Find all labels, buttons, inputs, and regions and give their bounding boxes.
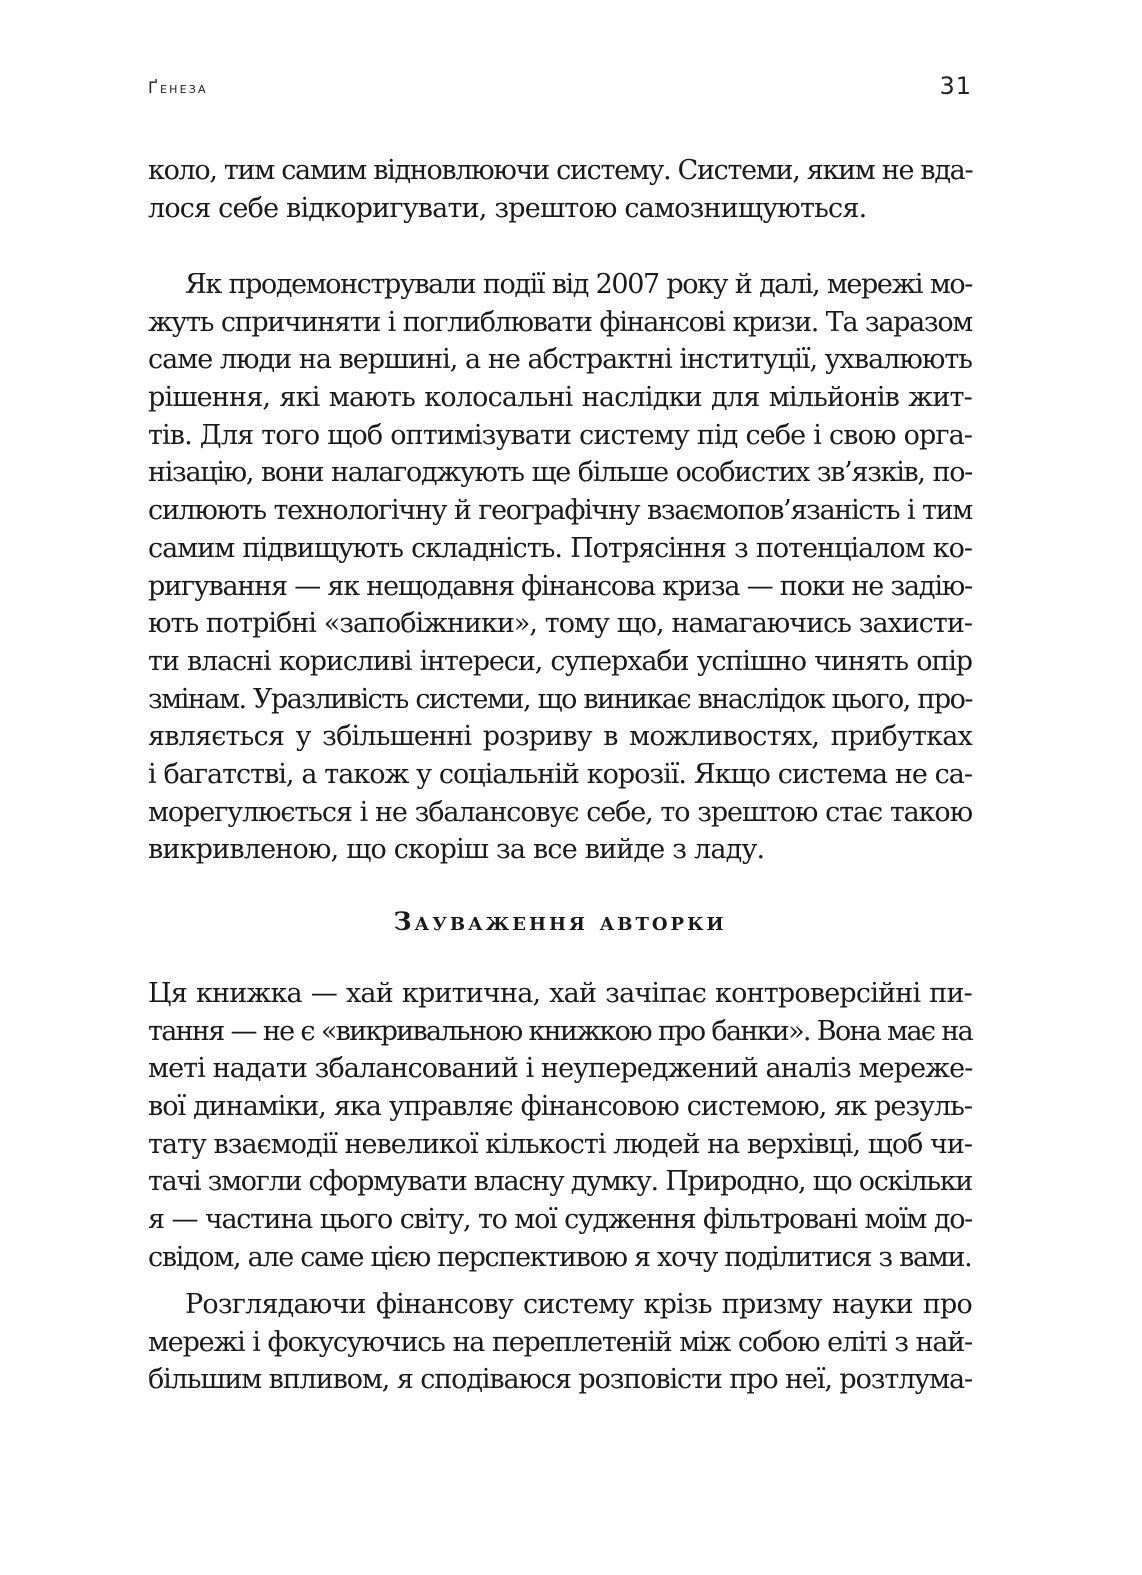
paragraph [148, 975, 972, 1277]
text-line: ти власні корисливі інтереси, суперхаби успішно чинять опір [148, 645, 972, 677]
paragraph [148, 1286, 972, 1399]
text-line: Ця книжка — хай критична, хай зачіпає контроверсійні пи- [148, 978, 972, 1009]
running-head [148, 72, 972, 102]
text-line: я — частина цього світу, то мої судження фільтровані моїм до- [148, 1204, 972, 1236]
text-line: тачі змогли сформувати власну думку. Природно, що оскільки [148, 1166, 972, 1198]
text-line: свідом, але саме цією перспективою я хочу поділитися з вами. [148, 1241, 972, 1273]
text-line: нізацію, вони налагоджують ще більше особистих зв’язків, по- [148, 457, 972, 489]
text-line: більшим впливом, я сподіваюся розповісти про неї, розтлума- [148, 1364, 972, 1396]
text-line: змінам. Уразливість системи, що виникає внаслідок цього, про- [148, 683, 972, 715]
text-line: і багатстві, а також у соціальній корозії. Якщо система не са- [148, 758, 972, 790]
text-line: тання — не є «викривальною книжкою про банки». Вона має на [148, 1015, 972, 1047]
text-line: меті надати збалансований і неупереджений аналіз мереже- [148, 1053, 973, 1085]
text-line: силюють технологічну й географічну взаємопов’язаність і тим [148, 495, 972, 527]
text-line: Як продемонстрували події від 2007 року й далі, мережі мо- [185, 269, 972, 300]
paragraph-continuation [148, 152, 972, 227]
text-line: мережі і фокусуючись на переплетеній між собою еліті з най- [148, 1326, 972, 1358]
text-line: лося себе відкоригувати, зрештою самознищуються. [148, 192, 867, 224]
text-line: викривленою, що скоріш за все вийде з ладу. [148, 834, 765, 866]
running-title: Ґенеза [148, 78, 208, 97]
text-line: тату взаємодії невеликої кількості людей на верхівці, щоб чи- [148, 1128, 972, 1160]
text-line: рішення, які мають колосальні наслідки для мільйонів жит- [148, 382, 972, 414]
text-line: саме люди на вершині, а не абстрактні інституції, ухвалюють [148, 344, 972, 376]
text-line: жуть спричиняти і поглиблювати фінансові кризи. Та заразом [148, 306, 972, 338]
text-line: тів. Для того щоб оптимізувати систему під себе і свою орга- [148, 419, 972, 451]
text-line: ригування — як нещодавня фінансова криза — поки не задію- [148, 570, 972, 602]
text-line: коло, тим самим відновлюючи систему. Системи, яким не вда- [148, 155, 973, 186]
text-line: ють потрібні «запобіжники», тому що, намагаючись захисти- [148, 608, 972, 640]
text-line: Розглядаючи фінансову систему крізь призму науки про [185, 1289, 972, 1320]
section-heading: Зауваження авторки [393, 907, 727, 936]
text-line: вої динаміки, яка управляє фінансовою системою, як резуль- [148, 1091, 972, 1123]
text-line: морегулюється і не збалансовує себе, то зрештою стає такою [148, 796, 972, 828]
text-line: являється у збільшенні розриву в можливостях, прибутках [148, 721, 972, 753]
page-number: 31 [939, 72, 972, 100]
paragraph [148, 266, 972, 869]
text-line: самим підвищують складність. Потрясіння з потенціалом ко- [148, 532, 972, 564]
